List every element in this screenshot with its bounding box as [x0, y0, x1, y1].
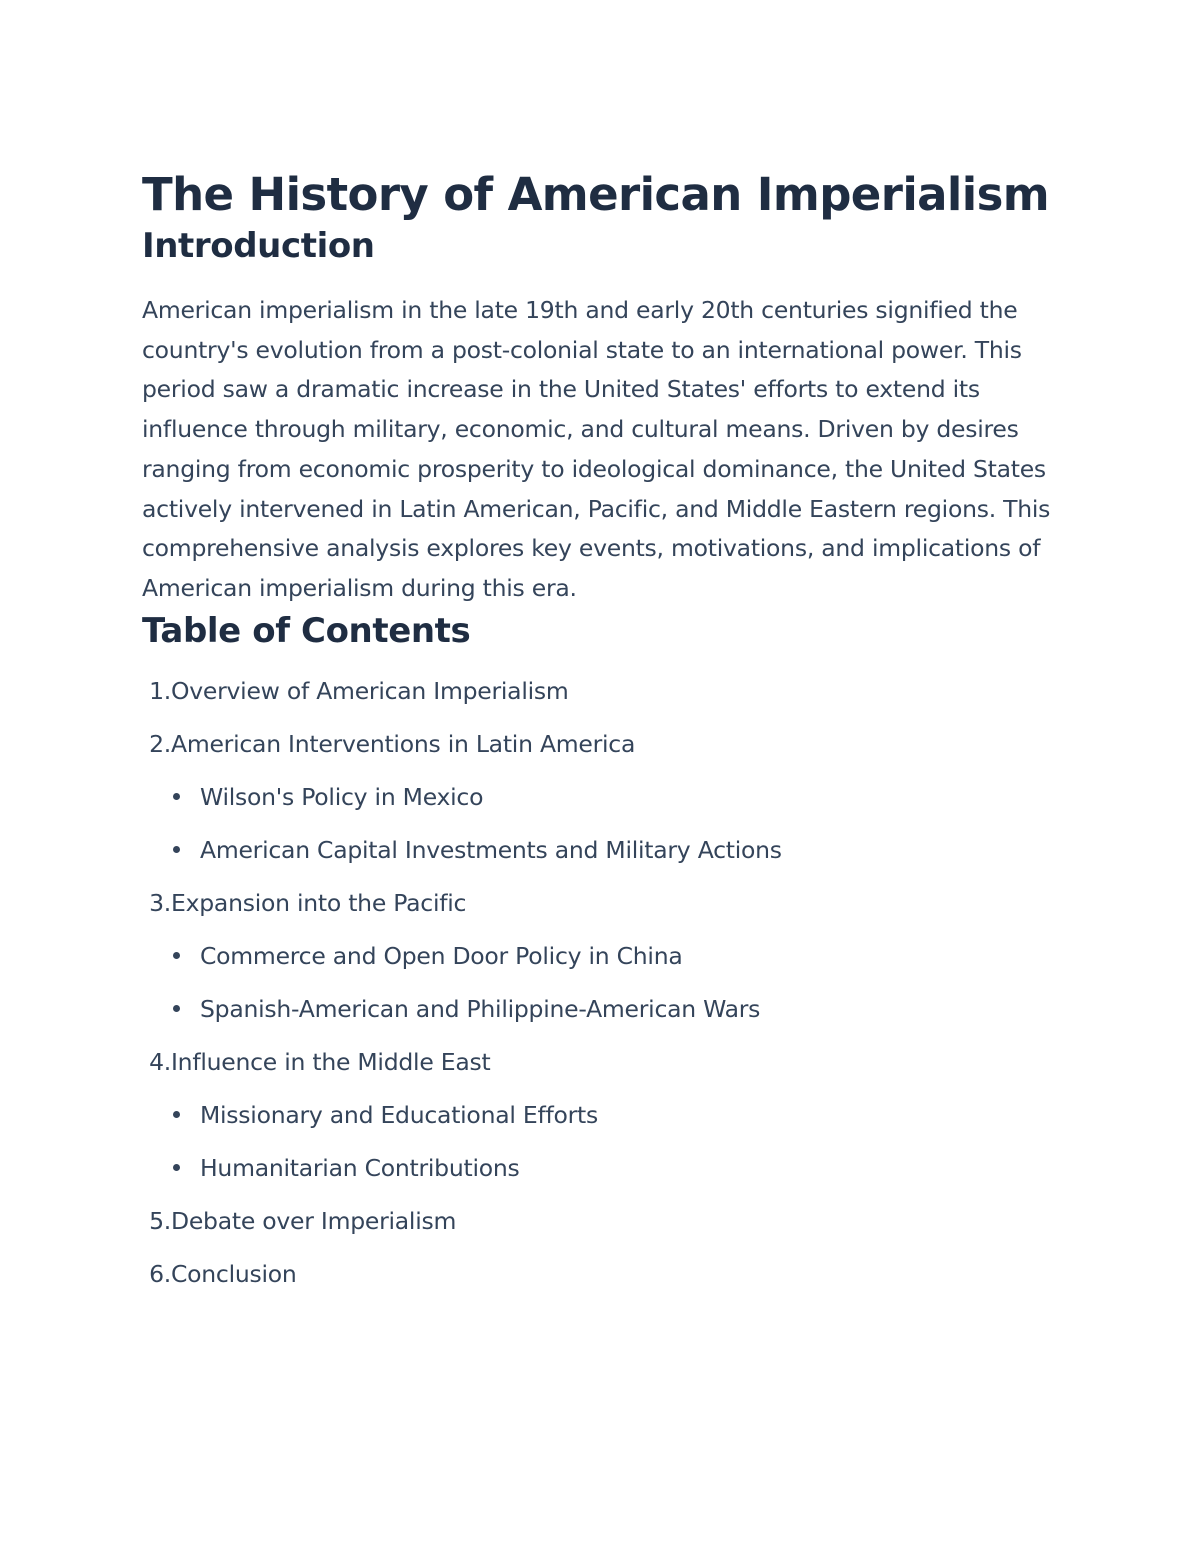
toc-item-conclusion	[142, 1259, 1072, 1289]
document-title: The History of American Imperialism	[142, 168, 1050, 221]
bullet-icon	[173, 1111, 180, 1118]
toc-subitem	[142, 782, 1072, 812]
toc-subitem-label: American Capital Investments and Military Actions	[200, 835, 782, 864]
toc-item-number: 5.	[149, 1206, 171, 1235]
toc-item-number: 4.	[149, 1047, 171, 1076]
introduction-paragraph: American imperialism in the late 19th and early 20th centuries signified the country's evolution from a post-colonial state to an international power. This period saw a dramatic increase in the United States' efforts to extend its influence through military, economic, and cultural means. Driven by desires ranging from economic prosperity to ideological dominance, the United States actively intervened in Latin American, Pacific, and Middle Eastern regions. This comprehensive analysis explores key events, motivations, and implications of American imperialism during this era.	[142, 296, 1051, 602]
toc-item-number: 3.	[149, 888, 171, 917]
toc-item-label: Influence in the Middle East	[171, 1047, 491, 1076]
table-of-contents-heading: Table of Contents	[142, 610, 471, 651]
toc-item-label: Expansion into the Pacific	[171, 888, 467, 917]
toc-item-number: 2.	[149, 729, 171, 758]
bullet-icon	[173, 1164, 180, 1171]
toc-item-label: Conclusion	[171, 1259, 297, 1288]
toc-sublist	[142, 1100, 1072, 1183]
toc-item-latin-america	[142, 729, 1072, 865]
toc-sublist	[142, 941, 1072, 1024]
toc-item-number: 6.	[149, 1259, 171, 1288]
toc-subitem	[142, 994, 1072, 1024]
bullet-icon	[173, 793, 180, 800]
toc-item-label: American Interventions in Latin America	[171, 729, 636, 758]
toc-subitem-label: Missionary and Educational Efforts	[200, 1100, 598, 1129]
toc-subitem	[142, 941, 1072, 971]
table-of-contents-list	[142, 676, 1072, 1289]
bullet-icon	[173, 952, 180, 959]
toc-subitem	[142, 1100, 1072, 1130]
bullet-icon	[173, 1005, 180, 1012]
toc-item-number: 1.	[149, 676, 171, 705]
toc-subitem-label: Spanish-American and Philippine-American Wars	[200, 994, 761, 1023]
toc-subitem-label: Humanitarian Contributions	[200, 1153, 520, 1182]
toc-item-middle-east	[142, 1047, 1072, 1183]
toc-subitem-label: Commerce and Open Door Policy in China	[200, 941, 683, 970]
toc-subitem	[142, 1153, 1072, 1183]
toc-item-pacific	[142, 888, 1072, 1024]
toc-subitem	[142, 835, 1072, 865]
toc-item-debate	[142, 1206, 1072, 1236]
document-page	[142, 166, 1072, 1289]
toc-subitem-label: Wilson's Policy in Mexico	[200, 782, 484, 811]
toc-sublist	[142, 782, 1072, 865]
toc-item-overview	[142, 676, 1072, 706]
toc-item-label: Debate over Imperialism	[171, 1206, 457, 1235]
bullet-icon	[173, 846, 180, 853]
introduction-heading: Introduction	[142, 226, 375, 266]
toc-item-label: Overview of American Imperialism	[171, 676, 569, 705]
